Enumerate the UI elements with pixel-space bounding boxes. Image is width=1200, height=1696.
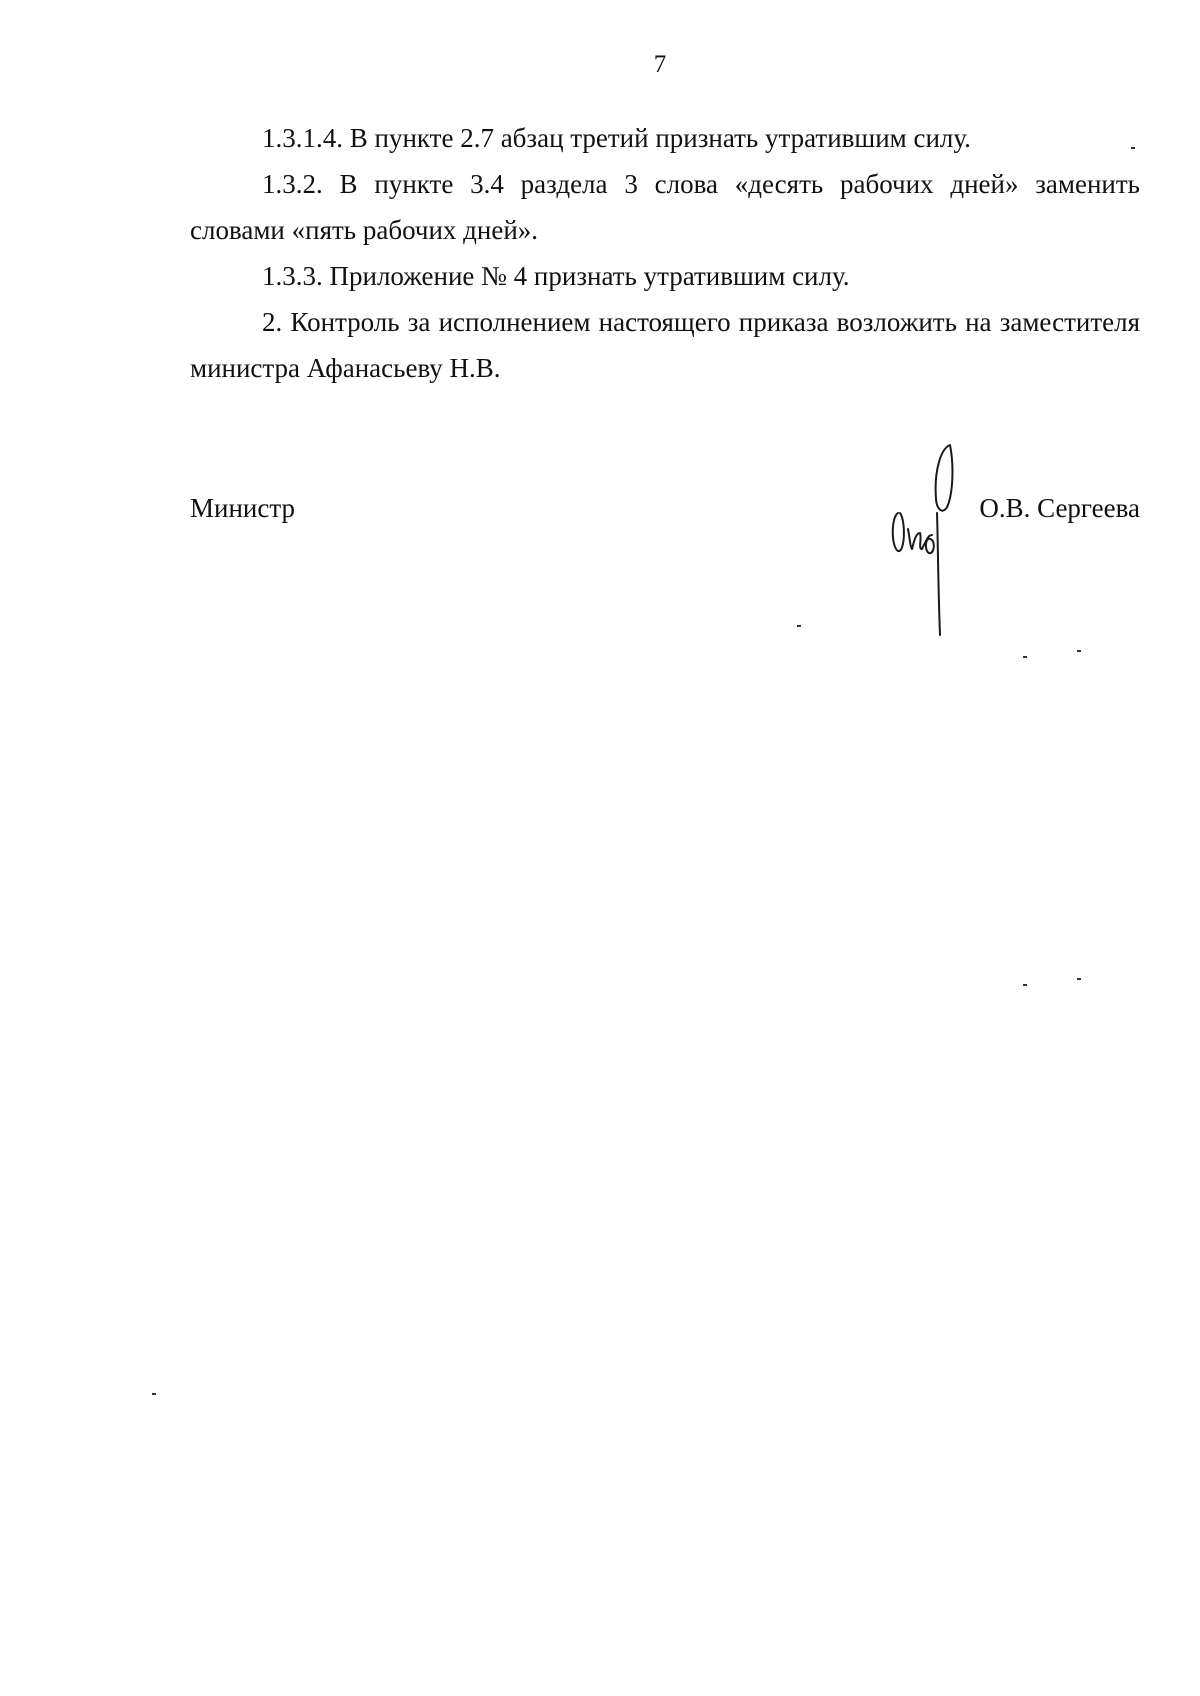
- signature-block: [190, 488, 1140, 528]
- scan-speck: [152, 1393, 156, 1395]
- scan-speck: [1023, 656, 1027, 658]
- scan-speck: [1131, 147, 1135, 149]
- paragraph-1-3-3: 1.3.3. Приложение № 4 признать утратившим силу.: [262, 261, 850, 291]
- page-number: 7: [653, 51, 667, 78]
- scan-speck: [1077, 650, 1081, 652]
- paragraph-1-3-2: 1.3.2. В пункте 3.4 раздела 3 слова «десять рабочих дней» заменить словами «пять рабочих дней».: [190, 169, 1140, 245]
- scan-speck: [797, 625, 801, 627]
- signer-title: Министр: [190, 493, 295, 523]
- paragraph-1-3-1-4: 1.3.1.4. В пункте 2.7 абзац третий признать утратившим силу.: [262, 123, 971, 153]
- scan-speck: [1077, 978, 1081, 980]
- handwritten-signature: [888, 443, 968, 643]
- signer-name: О.В. Сергеева: [979, 493, 1140, 523]
- document-body: [190, 115, 1140, 391]
- scan-speck: [1023, 984, 1027, 986]
- paragraph-2: 2. Контроль за исполнением настоящего приказа возложить на заместителя министра Афанасьеву Н.В.: [190, 307, 1140, 383]
